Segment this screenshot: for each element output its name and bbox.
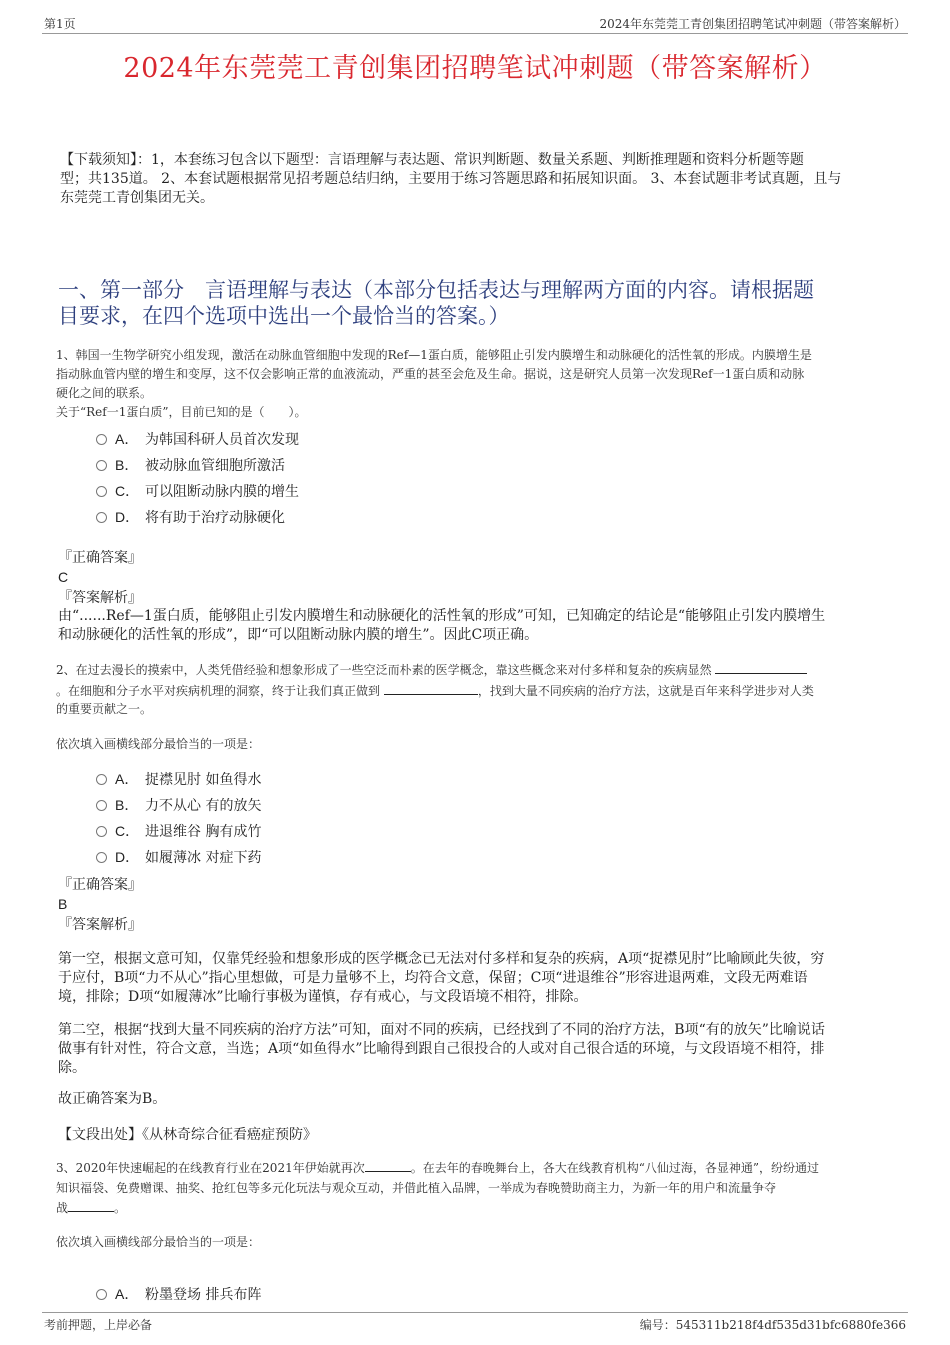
q2-analysis-p1-line-2: 于应付，B项“力不从心”指心里想做，可是力量够不上，均符合文意，保留；C项“进退维谷”形容进退两难，文段无两难语 <box>58 970 808 986</box>
q1-stem-line-1: 1、韩国一生物学研究小组发现，激活在动脉血管细胞中发现的Ref—1蛋白质，能够阻止引发内膜增生和动脉硬化的活性氧的形成。内膜增生是 <box>56 348 812 362</box>
notice-line-3: 东莞莞工青创集团无关。 <box>60 190 214 206</box>
footer-slogan: 考前押题，上岸必备 <box>44 1318 153 1332</box>
q2-stem-line-1: 2、在过去漫长的摸索中，人类凭借经验和想象形成了一些空泛而朴素的医学概念，靠这些概念来对付多样和复杂的疾病显然 <box>56 661 807 679</box>
radio-icon[interactable] <box>96 460 107 471</box>
q2-option-d[interactable]: D． 如履薄冰 对症下药 <box>96 847 261 868</box>
q3-stem-line-2: 知识福袋、免费赠课、抽奖、抢红包等多元化玩法与观众互动，并借此植入品牌，一举成为春晚赞助商主力，为新一年的用户和流量争夺 <box>56 1181 777 1195</box>
radio-icon[interactable] <box>96 1289 107 1300</box>
q1-question: 关于“Ref一1蛋白质”，目前已知的是（ ）。 <box>56 405 307 419</box>
footer-divider <box>42 1312 908 1313</box>
q1-option-a[interactable]: A． 为韩国科研人员首次发现 <box>96 429 299 450</box>
q2-analysis-p1-line-3: 境，排除；D项“如履薄冰”比喻行事极为谨慎，存有戒心，与文段语境不相符，排除。 <box>58 989 588 1005</box>
radio-icon[interactable] <box>96 486 107 497</box>
running-title: 2024年东莞莞工青创集团招聘笔试冲刺题（带答案解析） <box>599 17 906 31</box>
q2-prompt: 依次填入画横线部分最恰当的一项是： <box>56 737 261 751</box>
radio-icon[interactable] <box>96 800 107 811</box>
q1-option-b[interactable]: B． 被动脉血管细胞所激活 <box>96 455 285 476</box>
q1-stem-line-2: 指动脉血管内壁的增生和变厚，这不仅会影响正常的血液流动，严重的甚至会危及生命。据说，这是研究人员第一次发现Ref一1蛋白质和动脉 <box>56 367 805 381</box>
page-number: 第1页 <box>44 17 76 31</box>
q1-option-c[interactable]: C． 可以阻断动脉内膜的增生 <box>96 481 299 502</box>
q3-option-a[interactable]: A． 粉墨登场 排兵布阵 <box>96 1284 261 1305</box>
q2-analysis-label: 『答案解析』 <box>58 917 142 933</box>
notice-line-2: 型；共135道。 2、本套试题根据常见招考题总结归纳，主要用于练习答题思路和拓展知识面。 3、本套试题非考试真题，且与 <box>60 171 842 187</box>
section-heading-line-1: 一、第一部分 言语理解与表达（本部分包括表达与理解两方面的内容。请根据题 <box>58 278 814 302</box>
q2-option-a[interactable]: A． 捉襟见肘 如鱼得水 <box>96 769 261 790</box>
q3-stem-line-3: 战 。 <box>56 1201 127 1215</box>
radio-icon[interactable] <box>96 512 107 523</box>
q1-stem-line-3: 硬化之间的联系。 <box>56 386 153 400</box>
radio-icon[interactable] <box>96 826 107 837</box>
q2-stem-line-2: 。在细胞和分子水平对疾病机理的洞察，终于让我们真正做到 ，找到大量不同疾病的治疗方法，这就是百年来科学进步对人类 <box>56 684 814 698</box>
section-heading-line-2: 目要求，在四个选项中选出一个最恰当的答案。） <box>58 304 510 328</box>
q3-stem-line-1: 3、2020年快速崛起的在线教育行业在2021年伊始就再次 。在去年的春晚舞台上，各大在线教育机构“八仙过海，各显神通”，纷纷通过 <box>56 1161 819 1175</box>
radio-icon[interactable] <box>96 852 107 863</box>
blank-2 <box>68 1199 114 1212</box>
blank-1 <box>365 1159 411 1172</box>
q1-option-d[interactable]: D． 将有助于治疗动脉硬化 <box>96 507 285 528</box>
radio-icon[interactable] <box>96 434 107 445</box>
q3-prompt: 依次填入画横线部分最恰当的一项是： <box>56 1235 261 1249</box>
radio-icon[interactable] <box>96 774 107 785</box>
q2-analysis-p1-line-1: 第一空，根据文意可知，仅靠凭经验和想象形成的医学概念已无法对付多样和复杂的疾病，A项“捉襟见肘”比喻顾此失彼，穷 <box>58 951 825 967</box>
q2-answer-label: 『正确答案』 <box>58 877 142 893</box>
q2-option-c[interactable]: C． 进退维谷 胸有成竹 <box>96 821 261 842</box>
q1-analysis-label: 『答案解析』 <box>58 590 142 606</box>
q2-option-b[interactable]: B． 力不从心 有的放矢 <box>96 795 261 816</box>
q1-analysis-line-1: 由“......Ref—1蛋白质，能够阻止引发内膜增生和动脉硬化的活性氧的形成”可知，已知确定的结论是“能够阻止引发内膜增生 <box>58 608 826 624</box>
notice-line-1: 【下载须知】：1，本套练习包含以下题型：言语理解与表达题、常识判断题、数量关系题、判断推理题和资料分析题等题 <box>60 152 804 168</box>
document-title: 2024年东莞莞工青创集团招聘笔试冲刺题（带答案解析） <box>123 53 827 84</box>
q1-answer: C <box>58 569 69 585</box>
q2-stem-line-3: 的重要贡献之一。 <box>56 702 153 716</box>
q2-analysis-p2-line-3: 除。 <box>58 1060 86 1076</box>
document-id: 编号：545311b218f4df535d31bfc6880fe366 <box>639 1318 906 1332</box>
blank-2 <box>384 682 478 695</box>
q2-conclusion: 故正确答案为B。 <box>58 1091 167 1107</box>
header-divider <box>42 33 908 34</box>
q1-answer-label: 『正确答案』 <box>58 550 142 566</box>
q2-source: 【文段出处】《从林奇综合征看癌症预防》 <box>58 1127 317 1143</box>
q2-analysis-p2-line-1: 第二空，根据“找到大量不同疾病的治疗方法”可知，面对不同的疾病，已经找到了不同的治疗方法，B项“有的放矢”比喻说话 <box>58 1022 825 1038</box>
q2-analysis-p2-line-2: 做事有针对性，符合文意，当选；A项“如鱼得水”比喻得到跟自己很投合的人或对自己很合适的环境，与文段语境不相符，排 <box>58 1041 825 1057</box>
q2-answer: B <box>58 896 68 912</box>
blank-1 <box>715 661 807 674</box>
q1-analysis-line-2: 和动脉硬化的活性氧的形成”，即“可以阻断动脉内膜的增生”。因此C项正确。 <box>58 627 539 643</box>
